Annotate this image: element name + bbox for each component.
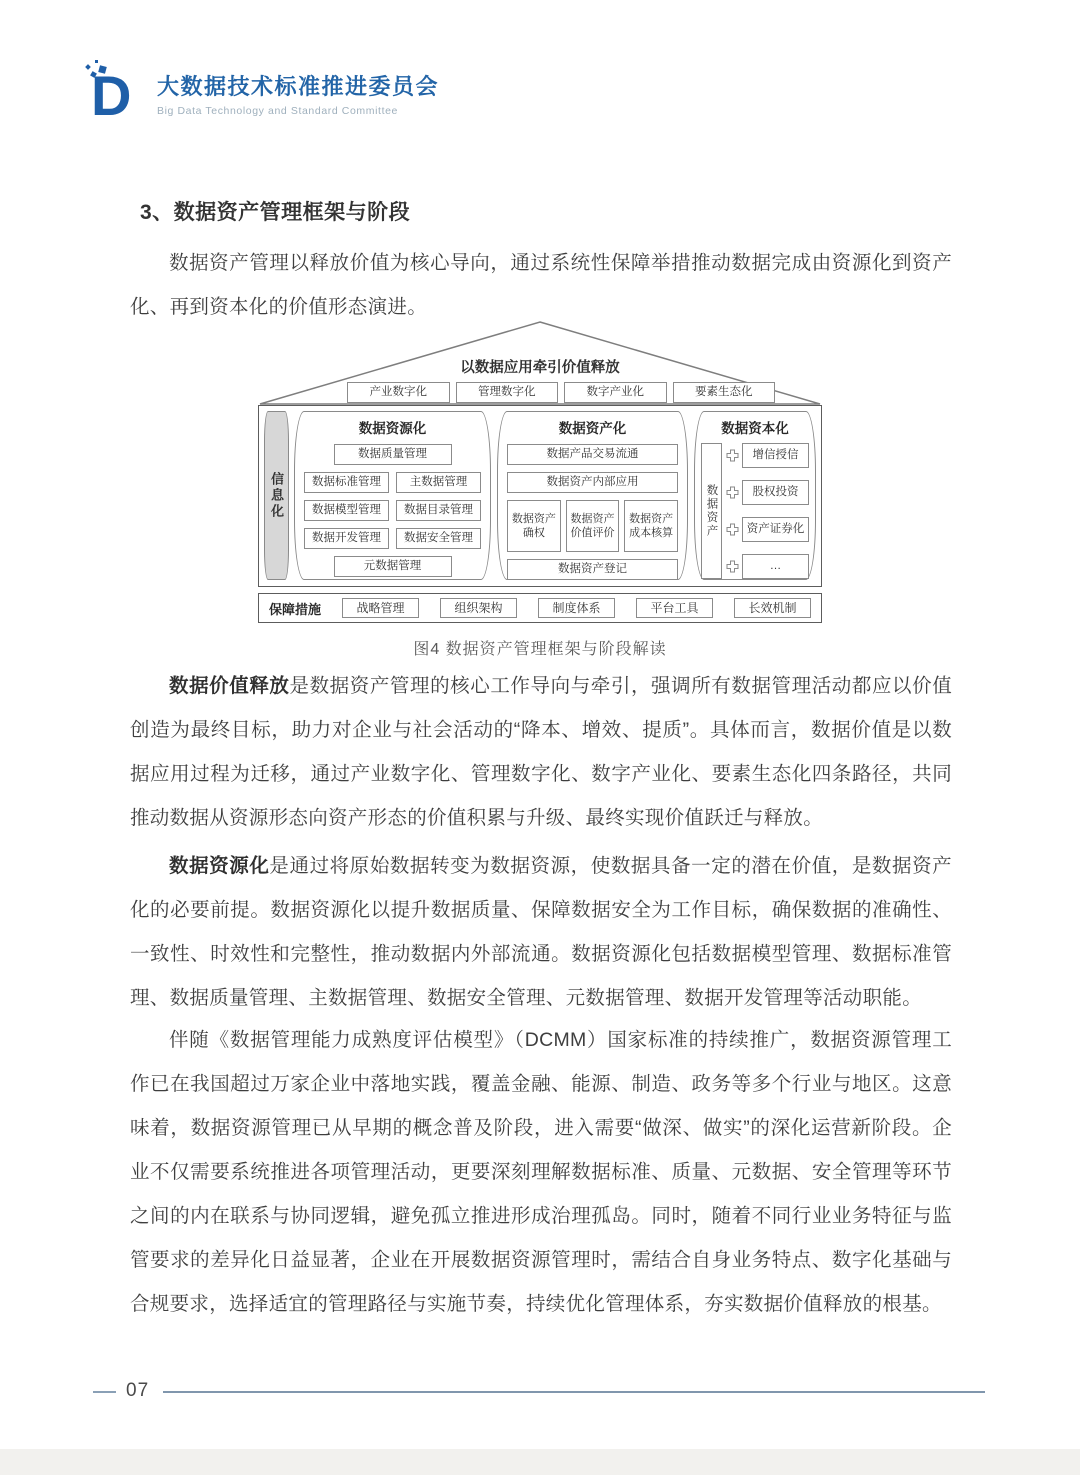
- diagram-roof: [258, 320, 822, 406]
- logo-text: [157, 70, 439, 117]
- logo-dot: [95, 60, 98, 63]
- diagram-box: 数据目录管理: [396, 500, 481, 521]
- stage-assetization: [497, 411, 688, 580]
- data-asset-vertical-box: 数据资产: [701, 443, 722, 579]
- logo-d-icon: [85, 60, 147, 126]
- diagram-box: 组织架构: [440, 598, 517, 618]
- diagram-box: …: [742, 554, 809, 579]
- paragraph-lead: 数据价值释放: [169, 675, 290, 697]
- roof-title: 以数据应用牵引价值释放: [460, 360, 620, 376]
- diagram-box: 数据资产价值评价: [566, 500, 620, 552]
- org-name-en: Big Data Technology and Standard Committee: [157, 104, 398, 117]
- safeguard-label: 保障措施: [269, 601, 322, 617]
- stage-title: 数据资产化: [558, 421, 627, 436]
- diagram-box: 数据资产成本核算: [624, 500, 678, 552]
- logo-letter: D: [91, 64, 132, 127]
- paragraph-dcmm: 伴随《数据管理能力成熟度评估模型》（DCMM）国家标准的持续推广，数据资源管理工作已在我国超过万家企业中落地实践，覆盖金融、能源、制造、政务等多个行业与地区。这意味着，数据资源管理已从早期的概念普及阶段，进入需要“做深、做实”的深化运营新阶段。企业不仅需要系统推进各项管理活动，更要深刻理解数据标准、质量、元数据、安全管理等环节之间的内在联系与协同逻辑，避免孤立推进形成治理孤岛。同时，随着不同行业业务特征与监管要求的差异化日益显著，企业在开展数据资源管理时，需结合自身业务特点、数字化基础与合规要求，选择适宜的管理路径与实施节奏，持续优化管理体系，夯实数据价值释放的根基。: [130, 1029, 952, 1315]
- paragraph-text: 是通过将原始数据转变为数据资源，使数据具备一定的潜在价值，是数据资产化的必要前提。数据资源化以提升数据质量、保障数据安全为工作目标，确保数据的准确性、一致性、时效性和完整性，推动数据内外部流通。数据资源化包括数据模型管理、数据标准管理、数据质量管理、主数据管理、数据安全管理、元数据管理、数据开发管理等活动职能。: [130, 855, 952, 1009]
- diagram-box: 数据资产登记: [507, 559, 678, 580]
- diagram-box: 股权投资: [742, 480, 809, 505]
- logo-dot: [85, 64, 91, 70]
- page-footer: [0, 1380, 1080, 1404]
- diagram-box: 数字产业化: [564, 382, 667, 403]
- section-heading: 3、数据资产管理框架与阶段: [140, 201, 411, 224]
- paragraph-resourcification: [130, 844, 952, 1020]
- diagram-box: 管理数字化: [456, 382, 559, 403]
- org-name-cn: 大数据技术标准推进委员会: [157, 73, 440, 99]
- diagram-box: 数据质量管理: [334, 444, 452, 465]
- diagram-box: 数据资产内部应用: [507, 472, 678, 493]
- plus-icon: [726, 523, 739, 536]
- paragraph-value-release: [130, 664, 952, 840]
- diagram-box: 数据安全管理: [396, 528, 481, 549]
- paragraph-lead: 数据资源化: [169, 855, 270, 877]
- roof-path-boxes: [347, 382, 775, 403]
- footer-dash: [93, 1391, 116, 1393]
- plus-icon: [726, 486, 739, 499]
- org-logo: [85, 60, 439, 126]
- diagram-box: 数据资产确权: [507, 500, 561, 552]
- diagram-box: 产业数字化: [347, 382, 450, 403]
- footer-rule: [163, 1391, 985, 1393]
- diagram-box: 资产证券化: [742, 517, 809, 542]
- diagram-box: 主数据管理: [396, 472, 481, 493]
- diagram-box: 制度体系: [538, 598, 615, 618]
- diagram-box: 数据产品交易流通: [507, 444, 678, 465]
- stage-resourcification: [294, 411, 491, 580]
- figure-framework-diagram: [258, 320, 822, 659]
- stage-title: 数据资本化: [721, 421, 789, 436]
- paragraph-intro: 数据资产管理以释放价值为核心导向，通过系统性保障举措推动数据完成由资源化到资产化、再到资本化的价值形态演进。: [130, 252, 952, 318]
- page-bottom-edge: [0, 1449, 1080, 1475]
- plus-icon: [726, 449, 739, 462]
- plus-icon: [726, 560, 739, 573]
- diagram-box: 战略管理: [342, 598, 419, 618]
- diagram-box: 要素生态化: [673, 382, 776, 403]
- diagram-body: [258, 405, 822, 587]
- diagram-box: 平台工具: [636, 598, 713, 618]
- diagram-box: 长效机制: [734, 598, 811, 618]
- safeguard-row: [258, 593, 822, 623]
- info-band: 信息化: [264, 411, 289, 580]
- diagram-box: 数据模型管理: [304, 500, 389, 521]
- diagram-box: 数据开发管理: [304, 528, 389, 549]
- paragraph-text: 是数据资产管理的核心工作导向与牵引，强调所有数据管理活动都应以价值创造为最终目标，助力对企业与社会活动的“降本、增效、提质”。具体而言，数据价值是以数据应用过程为迁移，通过产业数字化、管理数字化、数字产业化、要素生态化四条路径，共同推动数据从资源形态向资产形态的价值积累与升级、最终实现价值跃迁与释放。: [130, 675, 952, 829]
- diagram-box: 元数据管理: [334, 556, 452, 577]
- stage-title: 数据资源化: [358, 421, 427, 436]
- page-number: 07: [126, 1380, 150, 1401]
- diagram-box: 增信授信: [742, 443, 809, 468]
- figure-caption: 图4 数据资产管理框架与阶段解读: [413, 641, 667, 658]
- stage-capitalization: [694, 411, 816, 580]
- diagram-box: 数据标准管理: [304, 472, 389, 493]
